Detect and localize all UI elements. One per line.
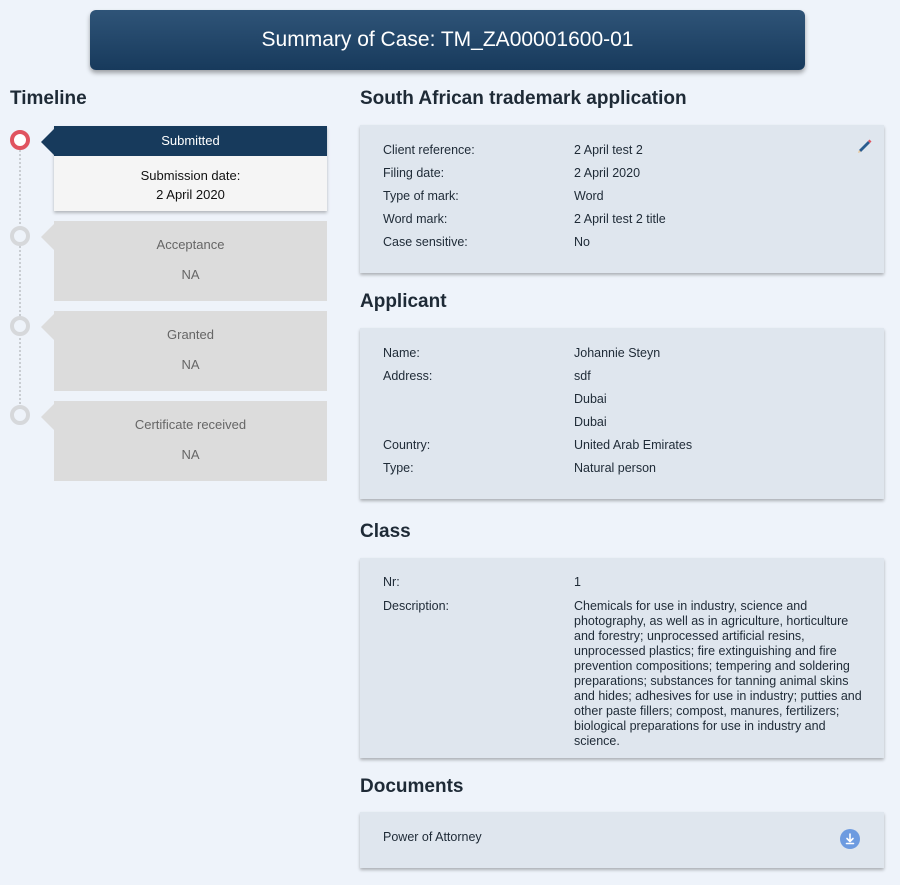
timeline-card-acceptance <box>54 221 327 301</box>
applicant-title: Applicant <box>360 291 447 312</box>
applicant-address-line1: sdf <box>574 369 591 383</box>
submission-date-label: Submission date: <box>140 168 241 183</box>
class-nr-value: 1 <box>574 575 581 589</box>
timeline-card-granted <box>54 311 327 391</box>
applicant-address-line3: Dubai <box>574 415 607 429</box>
application-title: South African trademark application <box>360 88 687 109</box>
case-summary-title: Summary of Case: TM_ZA00001600-01 <box>261 28 634 51</box>
documents-panel <box>360 812 884 868</box>
case-sensitive-label: Case sensitive: <box>383 235 468 249</box>
timeline-certificate-label: Certificate received <box>134 417 247 432</box>
applicant-name-label: Name: <box>383 346 420 360</box>
class-nr-label: Nr: <box>383 575 400 589</box>
type-of-mark-label: Type of mark: <box>383 189 459 203</box>
applicant-country-value: United Arab Emirates <box>574 438 693 452</box>
applicant-name-value: Johannie Steyn <box>574 346 661 360</box>
applicant-type-label: Type: <box>383 461 414 475</box>
type-of-mark-value: Word <box>574 189 604 203</box>
timeline-granted-value: NA <box>181 357 200 372</box>
timeline-submitted-label: Submitted <box>54 126 327 156</box>
submission-date-value: 2 April 2020 <box>156 187 225 202</box>
timeline-granted-label: Granted <box>167 327 214 342</box>
applicant-address-line2: Dubai <box>574 392 607 406</box>
filing-date-label: Filing date: <box>383 166 445 180</box>
applicant-panel <box>360 328 884 499</box>
application-panel <box>360 125 884 273</box>
class-description-label: Description: <box>383 599 449 613</box>
timeline-certificate-value: NA <box>181 447 200 462</box>
word-mark-label: Word mark: <box>383 212 448 226</box>
timeline-card-submitted <box>54 126 327 211</box>
class-panel <box>360 558 884 758</box>
timeline-line <box>19 150 21 412</box>
case-sensitive-value: No <box>574 235 590 249</box>
timeline-dot-acceptance <box>10 226 30 246</box>
timeline-dot-certificate <box>10 405 30 425</box>
timeline-acceptance-value: NA <box>181 267 200 282</box>
class-title: Class <box>360 521 411 542</box>
word-mark-value: 2 April test 2 title <box>574 212 666 226</box>
timeline-title: Timeline <box>10 88 87 109</box>
timeline-dot-submitted <box>10 130 30 150</box>
timeline-acceptance-label: Acceptance <box>156 237 225 252</box>
applicant-country-label: Country: <box>383 438 431 452</box>
client-reference-label: Client reference: <box>383 143 475 157</box>
applicant-type-value: Natural person <box>574 461 656 475</box>
case-summary-header <box>90 10 805 70</box>
class-description-value: Chemicals for use in industry, science and photography, as well as in agriculture, horticulture and forestry; unprocessed artificial resins, unprocessed plastics; fire extinguishing and fire prevention compositions; tempering and soldering preparations; substances for tanning animal skins and hides; adhesives for use in industry; putties and other paste fillers; compost, manures, fertilizers; biological preparations for use in industry and science. <box>574 599 862 748</box>
applicant-address-label: Address: <box>383 369 433 383</box>
document-item-label: Power of Attorney <box>383 830 482 844</box>
documents-title: Documents <box>360 776 464 797</box>
timeline-dot-granted <box>10 316 30 336</box>
timeline-card-certificate <box>54 401 327 481</box>
pencil-icon[interactable] <box>856 137 874 155</box>
filing-date-value: 2 April 2020 <box>574 166 641 180</box>
download-icon[interactable] <box>840 829 860 849</box>
client-reference-value: 2 April test 2 <box>574 143 643 157</box>
